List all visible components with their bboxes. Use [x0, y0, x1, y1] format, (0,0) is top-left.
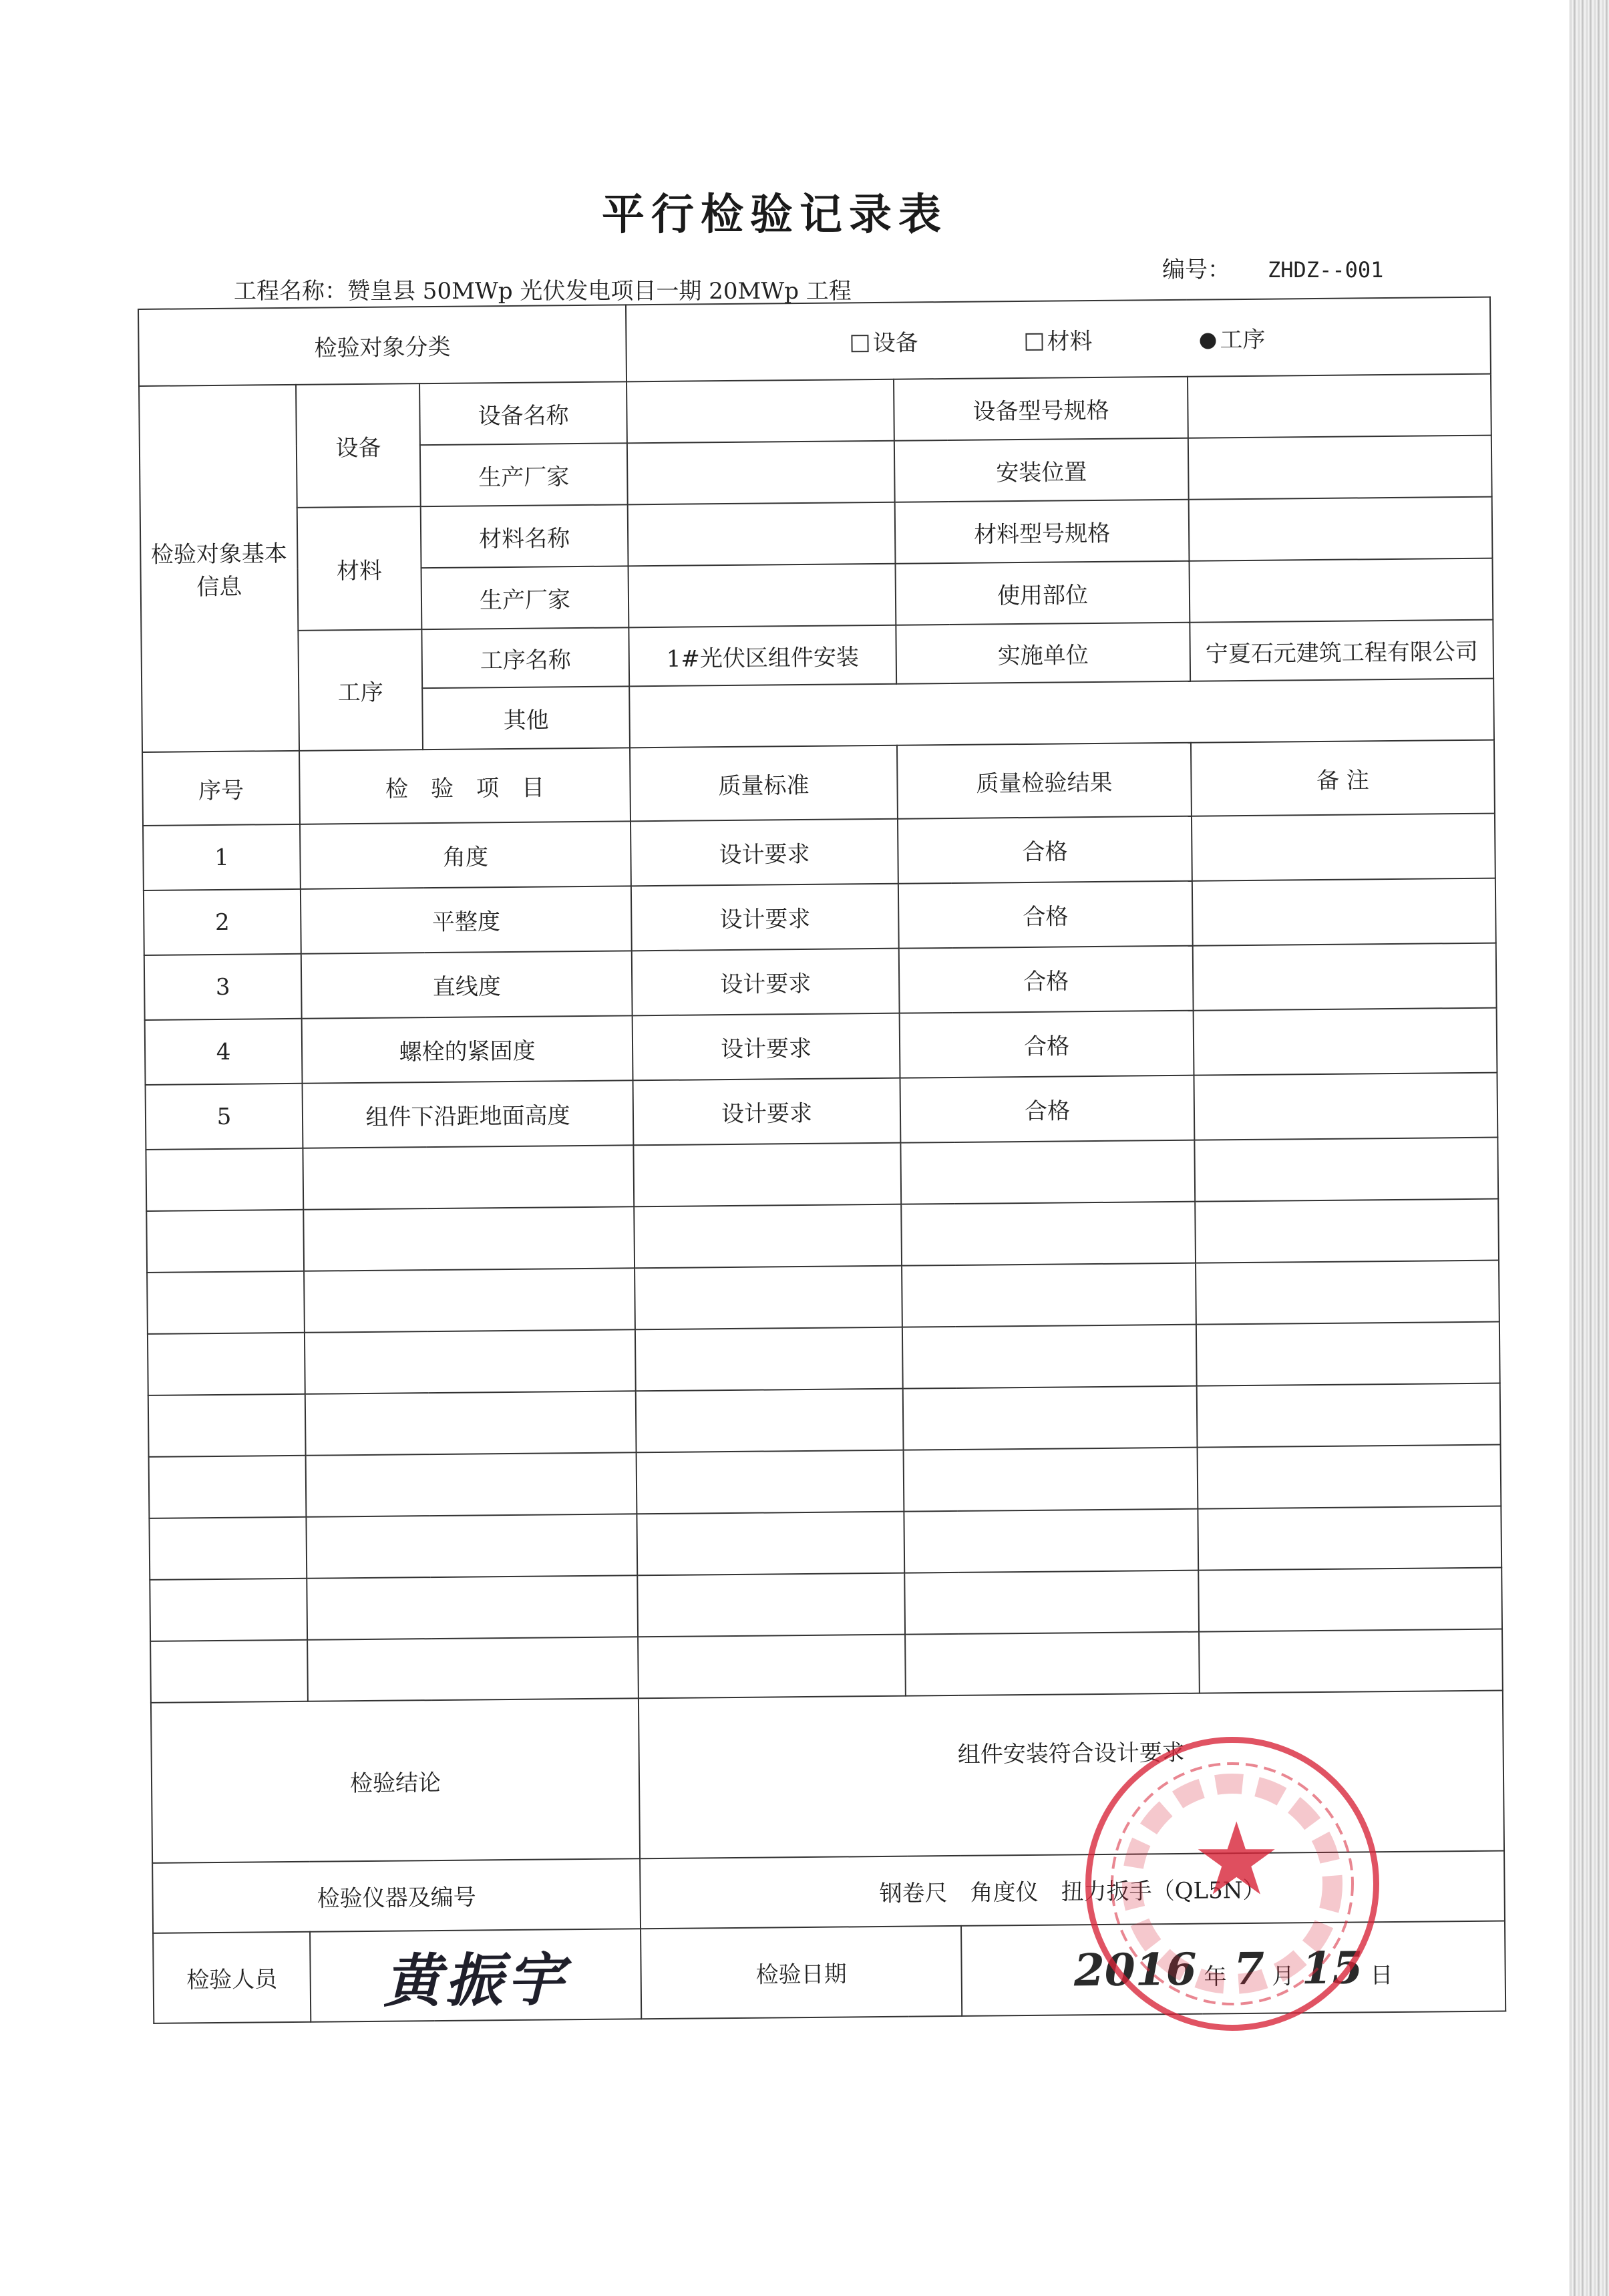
- item-name: 平整度: [301, 886, 632, 953]
- process-name-value: 1#光伏区组件安装: [629, 625, 896, 687]
- basic-info-label: 检验对象基本信息: [139, 385, 299, 752]
- date-year: 2016: [1073, 1943, 1197, 1996]
- table-row: [146, 1073, 1498, 1150]
- equipment-maker-label: 生产厂家: [420, 443, 628, 506]
- project-line: [234, 273, 852, 305]
- item-no: 3: [144, 954, 302, 1020]
- project-value: 赞皇县 50MWp 光伏发电项目一期 20MWp 工程: [347, 278, 852, 305]
- process-group-label: 工序: [298, 629, 423, 751]
- material-use-label: 使用部位: [896, 561, 1190, 625]
- project-label: 工程名称：: [234, 278, 347, 305]
- equipment-name-label: 设备名称: [419, 381, 627, 445]
- table-row: [144, 943, 1497, 1020]
- filled-dot-icon: [1200, 333, 1216, 349]
- process-unit-value: 宁夏石元建筑工程有限公司: [1190, 620, 1493, 681]
- checkbox-icon: [1025, 333, 1043, 351]
- category-options: [626, 297, 1491, 382]
- item-result: 合格: [898, 881, 1193, 949]
- header-remark: 备 注: [1191, 740, 1495, 816]
- company-seal: [1085, 1737, 1379, 2031]
- inspect-date-label: 检验日期: [641, 1926, 962, 2019]
- process-name-label: 工序名称: [421, 627, 629, 688]
- item-standard: 设计要求: [633, 1078, 901, 1146]
- option-equipment[interactable]: 设备: [851, 324, 918, 357]
- header-standard: 质量标准: [630, 746, 898, 822]
- item-no: 4: [145, 1019, 303, 1085]
- item-name: 组件下沿距地面高度: [303, 1080, 634, 1148]
- option-process[interactable]: 工序: [1200, 321, 1265, 355]
- item-standard: 设计要求: [632, 949, 900, 1016]
- item-standard: 设计要求: [633, 1013, 900, 1081]
- material-name-value: [628, 502, 896, 566]
- item-no: 5: [146, 1084, 303, 1150]
- date-month: 7: [1233, 1942, 1265, 1995]
- process-other-label: 其他: [422, 686, 630, 750]
- equipment-model-value: [1188, 374, 1491, 438]
- table-row: [144, 878, 1496, 955]
- header-result: 质量检验结果: [897, 743, 1192, 819]
- item-result: 合格: [899, 946, 1194, 1013]
- material-use-value: [1190, 558, 1493, 623]
- item-remark: [1194, 1073, 1498, 1140]
- instruments-value: 钢卷尺 角度仪 扭力扳手（QL5N）: [640, 1851, 1505, 1929]
- header-no: 序号: [142, 751, 300, 826]
- code-line: [1162, 251, 1383, 284]
- item-name: 角度: [300, 821, 631, 888]
- item-result: 合格: [900, 1011, 1194, 1078]
- material-maker-label: 生产厂家: [421, 566, 629, 629]
- seal-star-icon: ★: [1192, 1802, 1282, 1918]
- equipment-location-value: [1188, 436, 1492, 500]
- item-no: 1: [143, 824, 301, 890]
- item-result: 合格: [900, 1076, 1195, 1143]
- item-remark: [1192, 814, 1495, 881]
- equipment-location-label: 安装位置: [894, 438, 1189, 502]
- material-maker-value: [629, 564, 896, 628]
- table-row: [143, 814, 1495, 890]
- material-model-label: 材料型号规格: [895, 500, 1190, 564]
- code-value: ZHDZ--001: [1268, 257, 1384, 283]
- item-name: 螺栓的紧固度: [302, 1015, 633, 1083]
- equipment-name-value: [627, 379, 894, 444]
- process-other-value: [629, 679, 1494, 748]
- material-name-label: 材料名称: [421, 504, 629, 568]
- header-item: 检 验 项 目: [299, 748, 631, 824]
- category-label: 检验对象分类: [138, 305, 627, 386]
- item-no: 2: [144, 889, 301, 955]
- equipment-maker-value: [627, 441, 895, 505]
- material-group-label: 材料: [297, 506, 422, 631]
- code-label: 编号：: [1162, 257, 1230, 283]
- conclusion-label: 检验结论: [151, 1698, 640, 1863]
- date-year-unit: 年: [1204, 1963, 1227, 1991]
- item-remark: [1193, 943, 1497, 1011]
- item-standard: 设计要求: [631, 819, 898, 886]
- material-model-value: [1189, 497, 1493, 561]
- conclusion-value: 组件安装符合设计要求: [639, 1691, 1504, 1859]
- option-material[interactable]: 材料: [1025, 323, 1092, 356]
- item-name: 直线度: [301, 951, 633, 1018]
- table-row: [145, 1008, 1497, 1085]
- process-unit-label: 实施单位: [896, 623, 1190, 684]
- checkbox-icon: [852, 335, 869, 352]
- equipment-model-label: 设备型号规格: [894, 377, 1188, 441]
- date-day-unit: 日: [1370, 1961, 1393, 1989]
- instruments-label: 检验仪器及编号: [152, 1858, 641, 1933]
- equipment-group-label: 设备: [296, 383, 421, 508]
- item-result: 合格: [898, 816, 1192, 884]
- date-month-unit: 月: [1271, 1962, 1295, 1990]
- item-standard: 设计要求: [631, 884, 899, 951]
- inspector-signature: 黄振宇: [310, 1929, 641, 2021]
- date-day: 15: [1301, 1941, 1363, 1994]
- item-remark: [1192, 878, 1496, 946]
- form-title: 平行检验记录表: [602, 190, 948, 240]
- inspector-label: 检验人员: [153, 1932, 311, 2023]
- item-remark: [1194, 1008, 1497, 1076]
- scan-edge: [1569, 0, 1609, 2296]
